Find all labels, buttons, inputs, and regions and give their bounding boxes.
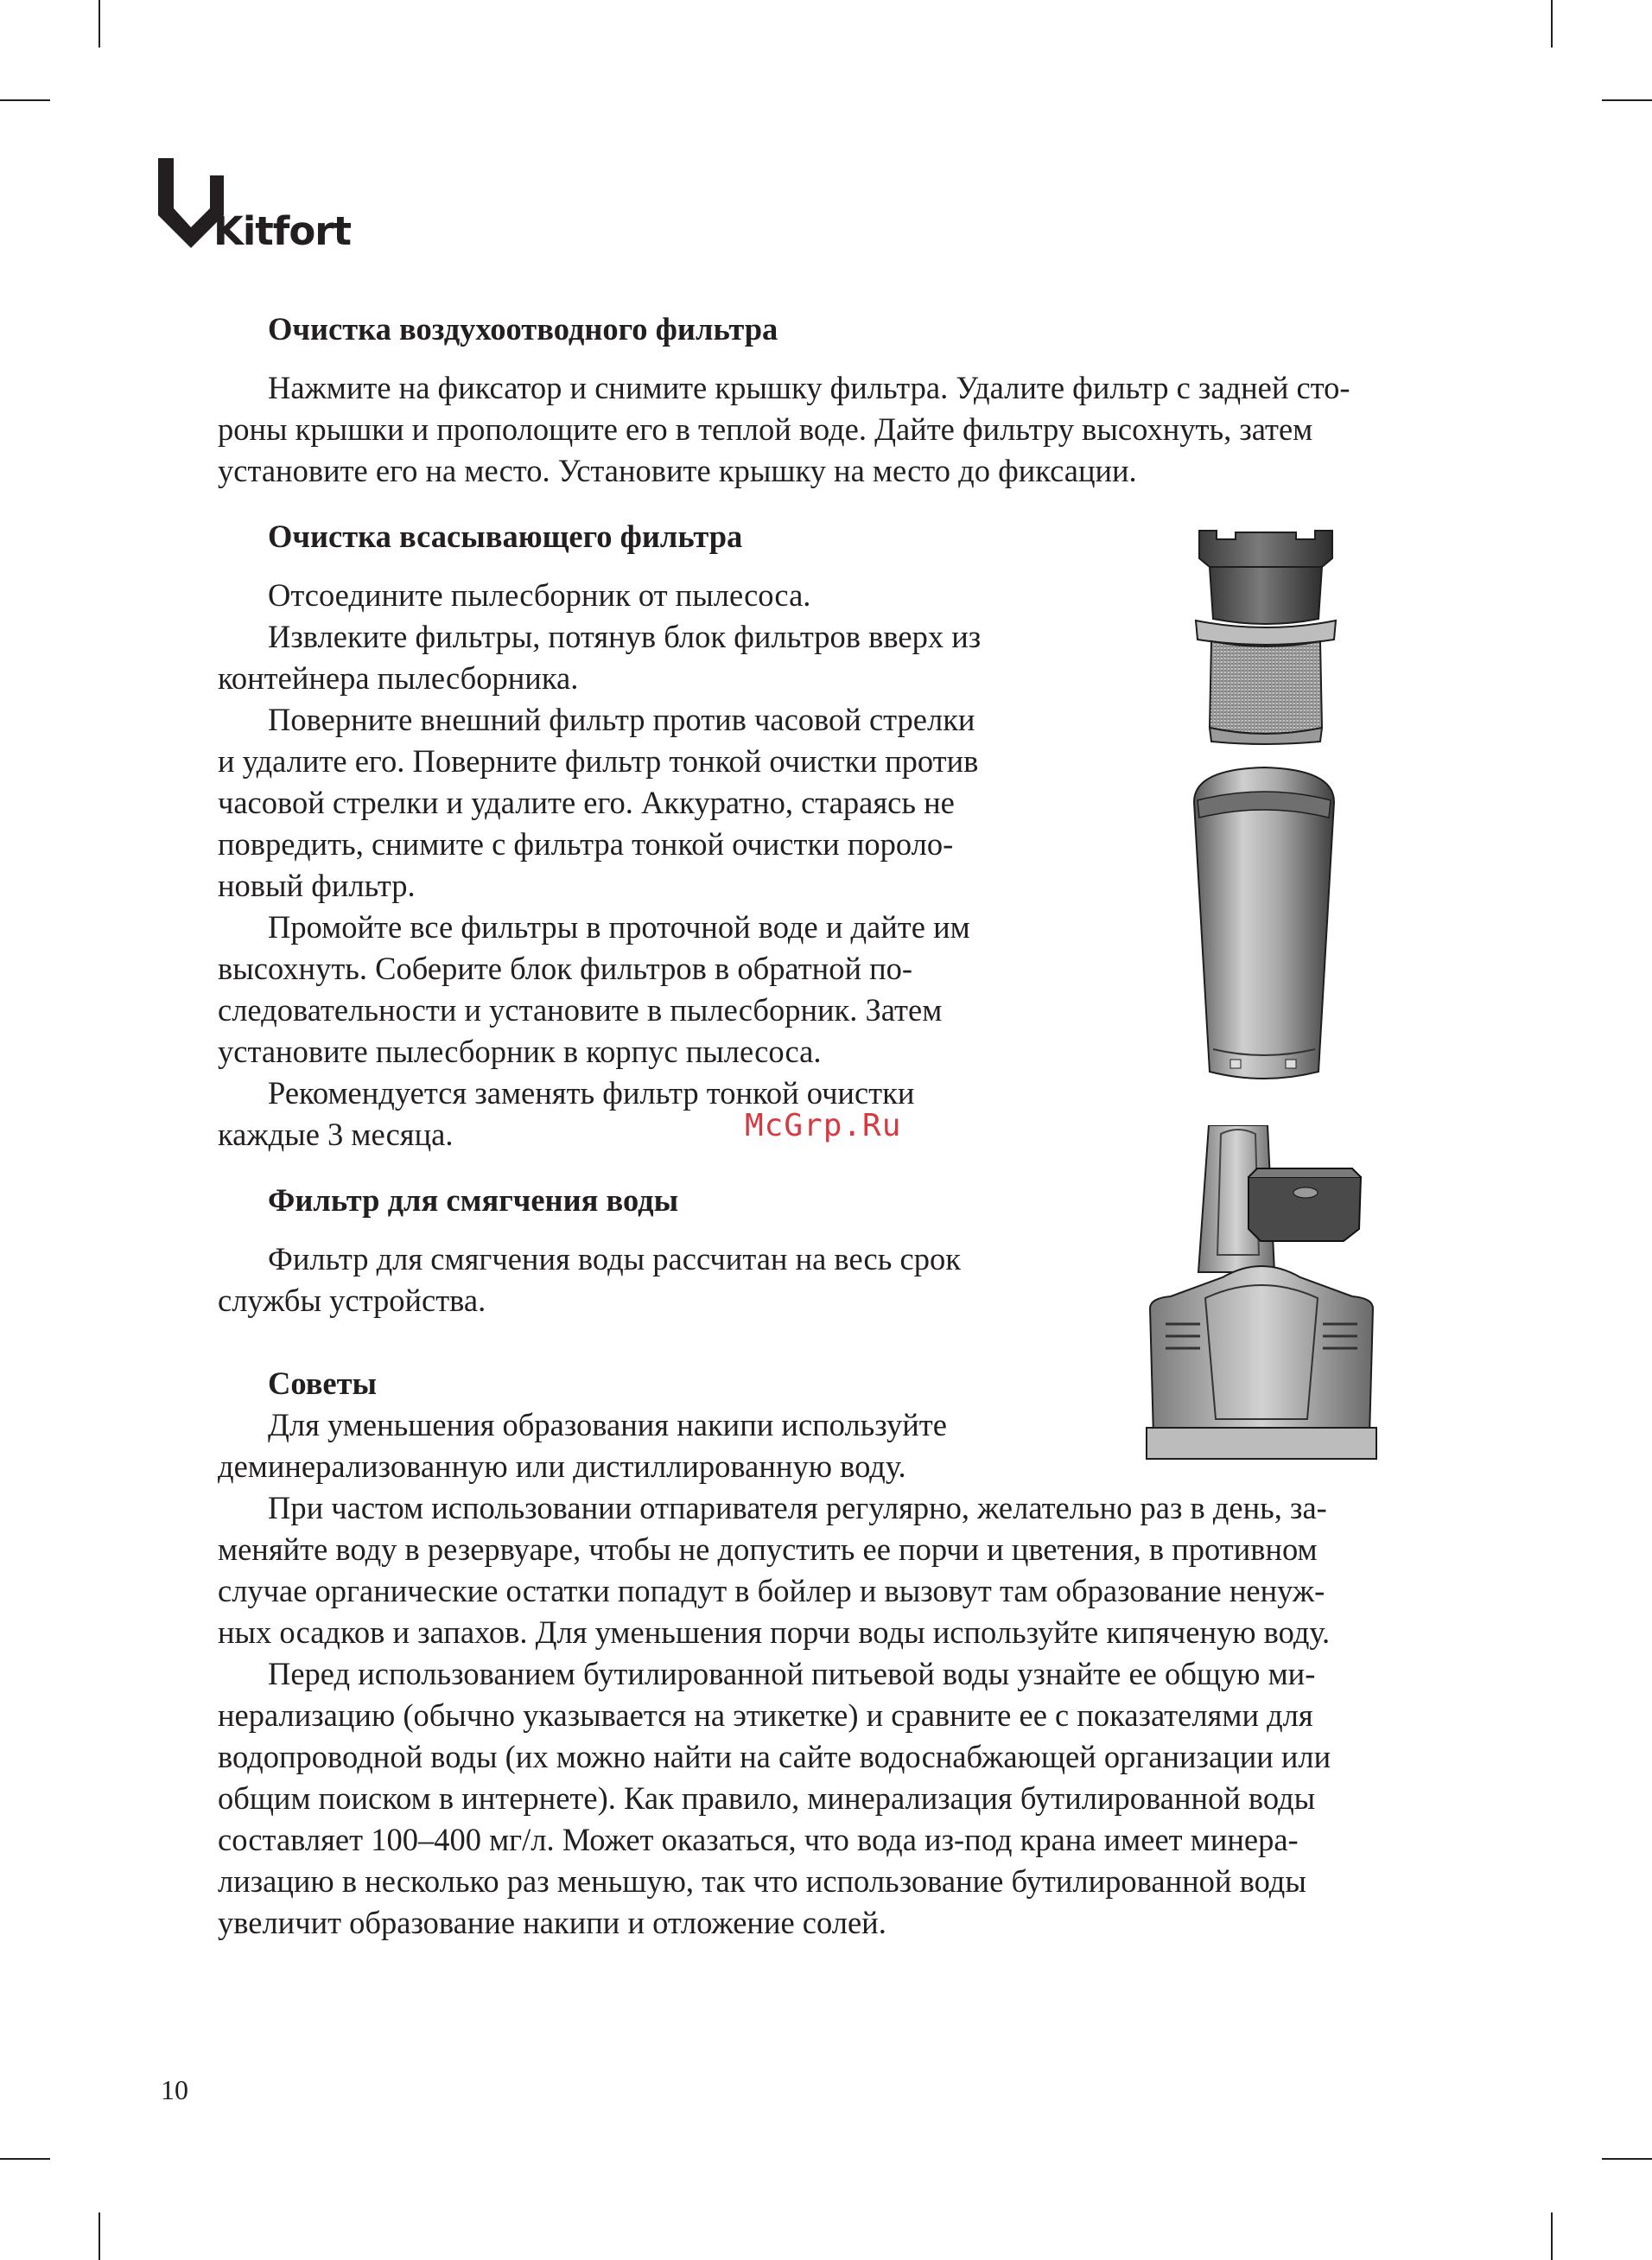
text-line: деминерализованную или дистиллированную воду.: [218, 1448, 906, 1484]
text-line: общим поиском в интернете). Как правило, минерализация бутилированной воды: [218, 1780, 1316, 1816]
text-line: При частом использовании отпаривателя регулярно, желательно раз в день, за-: [268, 1490, 1327, 1525]
section-heading: Советы: [268, 1366, 378, 1401]
section-air-outlet-filter: [218, 309, 1479, 492]
text-line: следовательности и установите в пылесборник. Затем: [218, 992, 943, 1028]
text-line: Отсоедините пылесборник от пылесоса.: [268, 577, 811, 613]
text-line: службы устройства.: [218, 1283, 486, 1318]
crop-mark: [1602, 2158, 1652, 2160]
text-line: Извлеките фильтры, потянув блок фильтров вверх из: [268, 619, 982, 654]
text-line: высохнуть. Соберите блок фильтров в обратной по-: [218, 951, 913, 986]
text-line: установите пылесборник в корпус пылесоса.: [218, 1034, 822, 1069]
text-line: роны крышки и прополощите его в теплой воде. Дайте фильтру высохнуть, затем: [218, 411, 1313, 447]
text-line: лизацию в несколько раз меньшую, так что использование бутилированной воды: [218, 1863, 1306, 1899]
crop-mark: [0, 99, 50, 101]
text-line: новый фильтр.: [218, 868, 416, 903]
page-number: 10: [161, 2074, 188, 2105]
text-line: нерализацию (обычно указывается на этикетке) и сравните ее с показателями для: [218, 1697, 1313, 1733]
section-heading: Очистка всасывающего фильтра: [268, 519, 743, 554]
crop-mark: [98, 2212, 100, 2260]
crop-mark: [1551, 2212, 1553, 2260]
text-line: увеличит образование накипи и отложение солей.: [218, 1905, 886, 1940]
crop-mark: [1602, 99, 1652, 101]
text-line: и удалите его. Поверните фильтр тонкой очистки против: [218, 743, 979, 779]
text-line: Перед использованием бутилированной питьевой воды узнайте ее общую ми-: [268, 1656, 1316, 1691]
text-line: каждые 3 месяца.: [218, 1117, 454, 1152]
text-line: Поверните внешний фильтр против часовой стрелки: [268, 702, 975, 737]
text-line: водопроводной воды (их можно найти на сайте водоснабжающей организации или: [218, 1739, 1331, 1774]
crop-mark: [1551, 0, 1553, 48]
text-line: установите его на место. Установите крышку на место до фиксации.: [218, 453, 1137, 488]
text-line: случае органические остатки попадут в бойлер и вызовут там образование ненуж-: [218, 1573, 1325, 1608]
dust-container-illustration: [1191, 764, 1337, 1084]
section-water-softening-filter: [218, 1180, 1082, 1321]
vacuum-base-illustration: [1145, 1125, 1378, 1462]
text-line: Нажмите на фиксатор и снимите крышку фильтра. Удалите фильтр с задней сто-: [268, 370, 1350, 405]
brand-logo: [158, 158, 352, 254]
crop-mark: [98, 0, 100, 48]
text-line: Фильтр для смягчения воды рассчитан на весь срок: [268, 1241, 961, 1276]
text-line: Промойте все фильтры в проточной воде и дайте им: [268, 909, 970, 945]
text-line: повредить, снимите с фильтра тонкой очистки пороло-: [218, 826, 954, 862]
section-suction-filter: [218, 516, 1082, 1155]
section-heading: Фильтр для смягчения воды: [268, 1182, 679, 1218]
text-line: Рекомендуется заменять фильтр тонкой очистки: [268, 1075, 915, 1111]
text-line: контейнера пылесборника.: [218, 660, 579, 696]
text-line: ных осадков и запахов. Для уменьшения порчи воды используйте кипяченую воду.: [218, 1614, 1331, 1650]
text-line: составляет 100–400 мг/л. Может оказаться, что вода из-под крана имеет минера-: [218, 1822, 1299, 1857]
text-line: часовой стрелки и удалите его. Аккуратно, стараясь не: [218, 785, 955, 820]
filter-block-illustration: [1192, 527, 1339, 745]
section-heading: Очистка воздухоотводного фильтра: [268, 311, 778, 347]
brand-name: Kitfort: [213, 208, 352, 254]
crop-mark: [0, 2158, 50, 2160]
text-line: меняйте воду в резервуаре, чтобы не допустить ее порчи и цветения, в противном: [218, 1531, 1318, 1567]
watermark: McGrp.Ru: [745, 1108, 902, 1143]
text-line: Для уменьшения образования накипи используйте: [268, 1407, 947, 1442]
